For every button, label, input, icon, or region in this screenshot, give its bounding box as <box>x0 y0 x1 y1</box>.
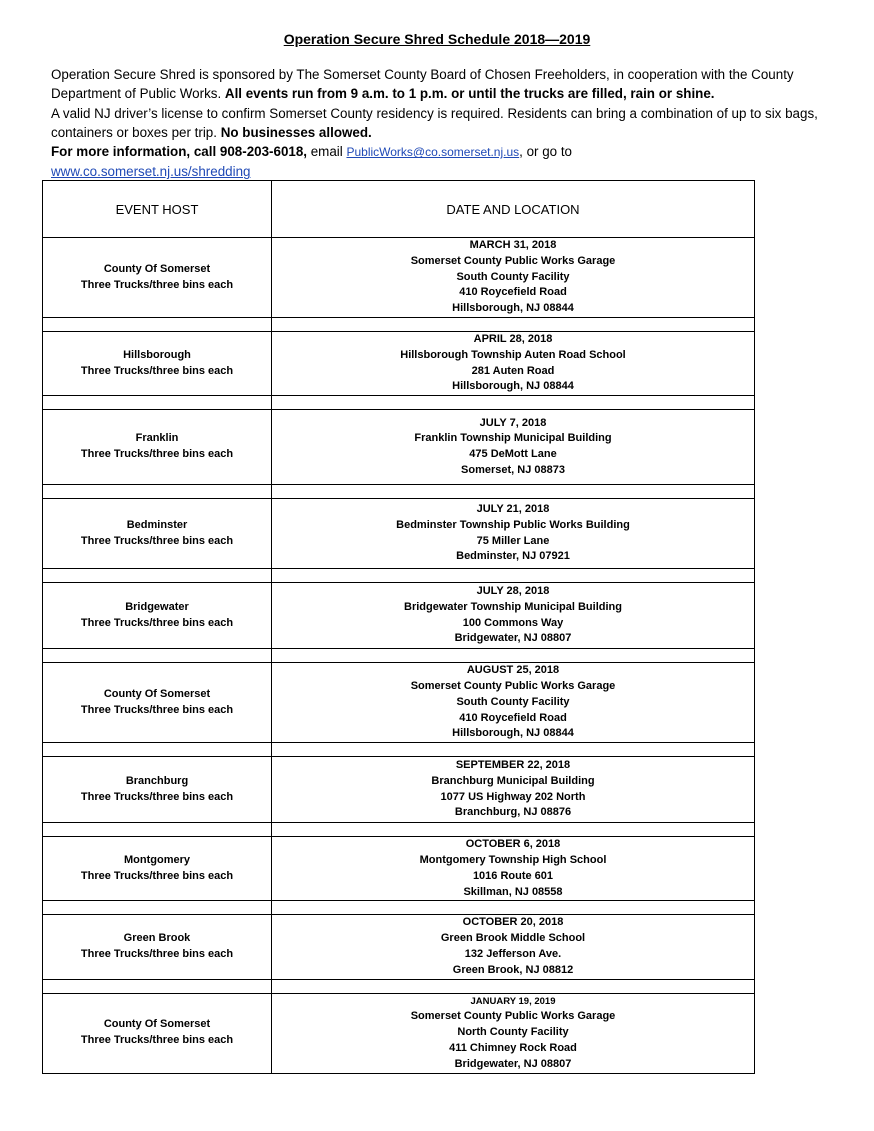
intro-text <box>51 65 841 182</box>
truck-info: Three Trucks/three bins each <box>80 534 234 547</box>
host-name: County Of Somerset <box>103 687 211 700</box>
date-location-cell <box>272 332 755 396</box>
truck-info: Three Trucks/three bins each <box>80 869 234 882</box>
host-name: Green Brook <box>123 932 191 945</box>
spacer-row <box>43 743 755 757</box>
spacer-cell <box>272 743 755 757</box>
location-line: Green Brook, NJ 08812 <box>452 963 574 976</box>
spacer-cell <box>43 318 272 332</box>
intro-paragraph-1 <box>51 65 841 104</box>
location-line: 100 Commons Way <box>462 616 564 629</box>
event-date: APRIL 28, 2018 <box>473 333 553 345</box>
date-location-cell <box>272 410 755 485</box>
location-line: Hillsborough, NJ 08844 <box>452 302 574 315</box>
spacer-cell <box>272 901 755 915</box>
truck-info: Three Trucks/three bins each <box>80 448 234 461</box>
event-host-cell <box>43 410 272 485</box>
intro-sponsor-text: Operation Secure Shred is sponsored by The Somerset County Board of Chosen Freeholders, in cooperation with the County Department of Public Works. <box>51 67 794 102</box>
page-title: Operation Secure Shred Schedule 2018—2019 <box>283 31 591 47</box>
host-name: Hillsborough <box>123 348 191 361</box>
location-line: Hillsborough Township Auten Road School <box>400 348 626 361</box>
schedule-table <box>42 180 755 1074</box>
location-line: Hillsborough, NJ 08844 <box>452 727 574 740</box>
host-name: Branchburg <box>125 774 189 787</box>
location-line: Bridgewater, NJ 08807 <box>454 632 572 645</box>
spacer-cell <box>272 649 755 663</box>
spacer-cell <box>272 396 755 410</box>
intro-goto-text: , or go to <box>519 144 573 160</box>
location-line: Somerset County Public Works Garage <box>410 679 616 692</box>
header-event-host: EVENT HOST <box>43 181 272 238</box>
schedule-table-body <box>43 238 755 1074</box>
location-line: Bedminster Township Public Works Building <box>396 518 630 531</box>
location-line: South County Facility <box>456 695 570 708</box>
event-date: JANUARY 19, 2019 <box>470 995 556 1007</box>
location-line: Bedminster, NJ 07921 <box>456 550 570 563</box>
location-line: 1016 Route 601 <box>472 869 554 882</box>
event-host-cell <box>43 915 272 979</box>
spacer-row <box>43 485 755 499</box>
location-line: Bridgewater, NJ 08807 <box>454 1057 572 1070</box>
date-location-cell <box>272 663 755 743</box>
table-row <box>43 238 755 318</box>
intro-paragraph-3 <box>51 142 841 182</box>
location-line: North County Facility <box>457 1026 569 1039</box>
spacer-cell <box>43 979 272 993</box>
location-line: Branchburg Municipal Building <box>431 774 595 787</box>
date-location-cell <box>272 837 755 901</box>
email-link[interactable]: PublicWorks@co.somerset.nj.us <box>346 145 520 160</box>
spacer-cell <box>272 485 755 499</box>
spacer-cell <box>43 649 272 663</box>
intro-hours-text: All events run from 9 a.m. to 1 p.m. or until the trucks are filled, rain or shine. <box>224 86 715 102</box>
table-row <box>43 915 755 979</box>
location-line: 281 Auten Road <box>471 364 555 377</box>
spacer-row <box>43 979 755 993</box>
host-name: Bridgewater <box>125 600 189 613</box>
event-date: JULY 7, 2018 <box>479 416 547 429</box>
date-location-cell <box>272 757 755 823</box>
event-host-cell <box>43 583 272 649</box>
event-date: SEPTEMBER 22, 2018 <box>455 759 571 772</box>
spacer-row <box>43 901 755 915</box>
host-name: Montgomery <box>124 853 190 866</box>
location-line: 1077 US Highway 202 North <box>440 790 586 803</box>
spacer-cell <box>43 901 272 915</box>
event-date: OCTOBER 20, 2018 <box>462 916 564 929</box>
event-host-cell <box>43 499 272 569</box>
location-line: Somerset County Public Works Garage <box>410 254 616 267</box>
event-host-cell <box>43 837 272 901</box>
location-line: Green Brook Middle School <box>440 932 586 945</box>
intro-no-business-text: No businesses allowed. <box>220 124 372 140</box>
date-location-cell <box>272 583 755 649</box>
spacer-cell <box>43 569 272 583</box>
intro-email-prefix: email <box>307 144 347 160</box>
host-name: County Of Somerset <box>103 262 211 275</box>
location-line: 410 Roycefield Road <box>459 711 567 724</box>
event-host-cell <box>43 993 272 1073</box>
truck-info: Three Trucks/three bins each <box>80 278 234 291</box>
table-row <box>43 499 755 569</box>
spacer-cell <box>272 823 755 837</box>
date-location-cell <box>272 993 755 1073</box>
location-line: Franklin Township Municipal Building <box>414 432 612 445</box>
event-date: JULY 28, 2018 <box>476 585 550 598</box>
date-location-cell <box>272 499 755 569</box>
spacer-cell <box>272 318 755 332</box>
event-host-cell <box>43 663 272 743</box>
location-line: Somerset County Public Works Garage <box>410 1010 616 1023</box>
spacer-row <box>43 569 755 583</box>
table-row <box>43 583 755 649</box>
location-line: Somerset, NJ 08873 <box>461 463 565 476</box>
spacer-cell <box>43 823 272 837</box>
location-line: South County Facility <box>456 270 570 283</box>
intro-paragraph-2 <box>51 104 841 143</box>
table-header-row <box>43 181 755 238</box>
spacer-cell <box>272 979 755 993</box>
spacer-row <box>43 396 755 410</box>
location-line: 132 Jefferson Ave. <box>464 947 562 960</box>
spacer-cell <box>43 743 272 757</box>
truck-info: Three Trucks/three bins each <box>80 616 234 629</box>
table-row <box>43 332 755 396</box>
date-location-cell <box>272 915 755 979</box>
host-name: Franklin <box>135 432 179 445</box>
table-row <box>43 663 755 743</box>
spacer-row <box>43 823 755 837</box>
event-host-cell <box>43 332 272 396</box>
truck-info: Three Trucks/three bins each <box>80 947 234 960</box>
location-line: 411 Chimney Rock Road <box>449 1041 577 1054</box>
location-line: Skillman, NJ 08558 <box>463 885 563 898</box>
host-name: Bedminster <box>126 518 188 531</box>
truck-info: Three Trucks/three bins each <box>80 1034 234 1047</box>
event-date: JULY 21, 2018 <box>476 503 550 516</box>
spacer-cell <box>272 569 755 583</box>
event-host-cell <box>43 238 272 318</box>
table-row <box>43 410 755 485</box>
intro-phone-text: For more information, call 908-203-6018, <box>51 144 308 160</box>
event-date: OCTOBER 6, 2018 <box>465 838 561 851</box>
location-line: 410 Roycefield Road <box>459 286 567 299</box>
truck-info: Three Trucks/three bins each <box>80 364 234 377</box>
location-line: Hillsborough, NJ 08844 <box>452 380 574 393</box>
location-line: Bridgewater Township Municipal Building <box>404 600 622 613</box>
location-line: Branchburg, NJ 08876 <box>454 806 572 819</box>
host-name: County Of Somerset <box>103 1018 211 1031</box>
event-host-cell <box>43 757 272 823</box>
header-date-location: DATE AND LOCATION <box>272 181 755 238</box>
location-line: Montgomery Township High School <box>419 853 607 866</box>
table-row <box>43 757 755 823</box>
location-line: 475 DeMott Lane <box>469 448 557 461</box>
truck-info: Three Trucks/three bins each <box>80 790 234 803</box>
event-date: MARCH 31, 2018 <box>469 239 557 251</box>
spacer-row <box>43 649 755 663</box>
spacer-cell <box>43 485 272 499</box>
table-row <box>43 837 755 901</box>
event-date: AUGUST 25, 2018 <box>466 664 560 677</box>
date-location-cell <box>272 238 755 318</box>
spacer-cell <box>43 396 272 410</box>
spacer-row <box>43 318 755 332</box>
intro-residency-text: A valid NJ driver’s license to confirm Somerset County residency is required. Residents can bring a combination of up to six bags, containers or boxes per trip. <box>51 105 818 140</box>
truck-info: Three Trucks/three bins each <box>80 703 234 716</box>
website-link[interactable]: www.co.somerset.nj.us/shredding <box>51 164 251 180</box>
location-line: 75 Miller Lane <box>476 534 550 547</box>
table-row <box>43 993 755 1073</box>
